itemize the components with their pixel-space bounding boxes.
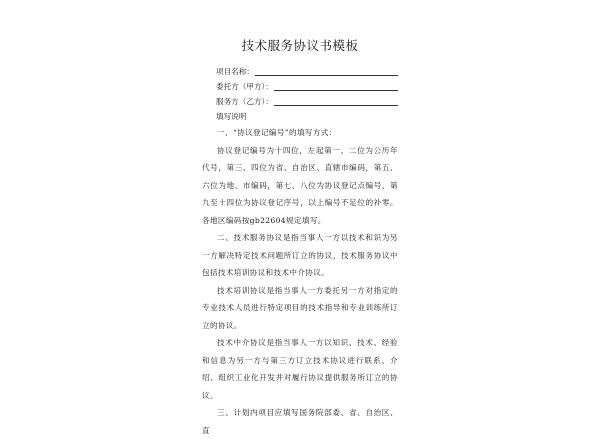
paragraph: 技术培训协议是指当事人一方委托另一方对指定的专业技术人员进行特定项目的技术指导和专业训练所订立的协议。: [202, 285, 398, 330]
document-title: 技术服务协议书模板: [241, 38, 359, 53]
project-name-label: 项目名称：: [216, 67, 254, 76]
paragraph: 二、技术服务协议是指当事人一方以技术和识为另一方解决特定技术问题所订立的协议，技术服务协议中包括技术培训协议和技术中介协议。: [202, 233, 398, 277]
paragraph: 一、“协议登记编号”的填写方式：: [217, 128, 337, 137]
client-party-input-line[interactable]: [274, 80, 398, 91]
project-name-input-line[interactable]: [255, 65, 398, 76]
service-party-field[interactable]: [202, 94, 398, 109]
client-party-field[interactable]: [202, 79, 398, 94]
service-party-label: 服务方（乙方）：: [216, 97, 273, 106]
paragraph: 三、计划内项目应填写国务院部委、省、自治区、直: [202, 408, 398, 435]
paragraph: 技术中介协议是指当事人一方以知识、技术、经验和信息为另一方与第三方订立技术协议进行联系、介绍、组织工业化开发并对履行协议提供服务所订立的协议。: [202, 338, 398, 400]
project-name-field[interactable]: [202, 64, 398, 79]
service-party-input-line[interactable]: [274, 95, 398, 106]
client-party-label: 委托方（甲方）：: [216, 82, 273, 91]
paragraph: 协议登记编号为十四位，左起第一、二位为公历年代号，第三、四位为省、自治区、直辖市编码，第五、六位为地、市编码，第七、八位为协议登记点编号，第九至十四位为协议登记序号，以上编号不足位的补零。各地区编码按gb22604规定填写。: [202, 145, 398, 225]
document-body: [202, 64, 398, 439]
instructions-heading: 填写说明: [216, 112, 247, 121]
